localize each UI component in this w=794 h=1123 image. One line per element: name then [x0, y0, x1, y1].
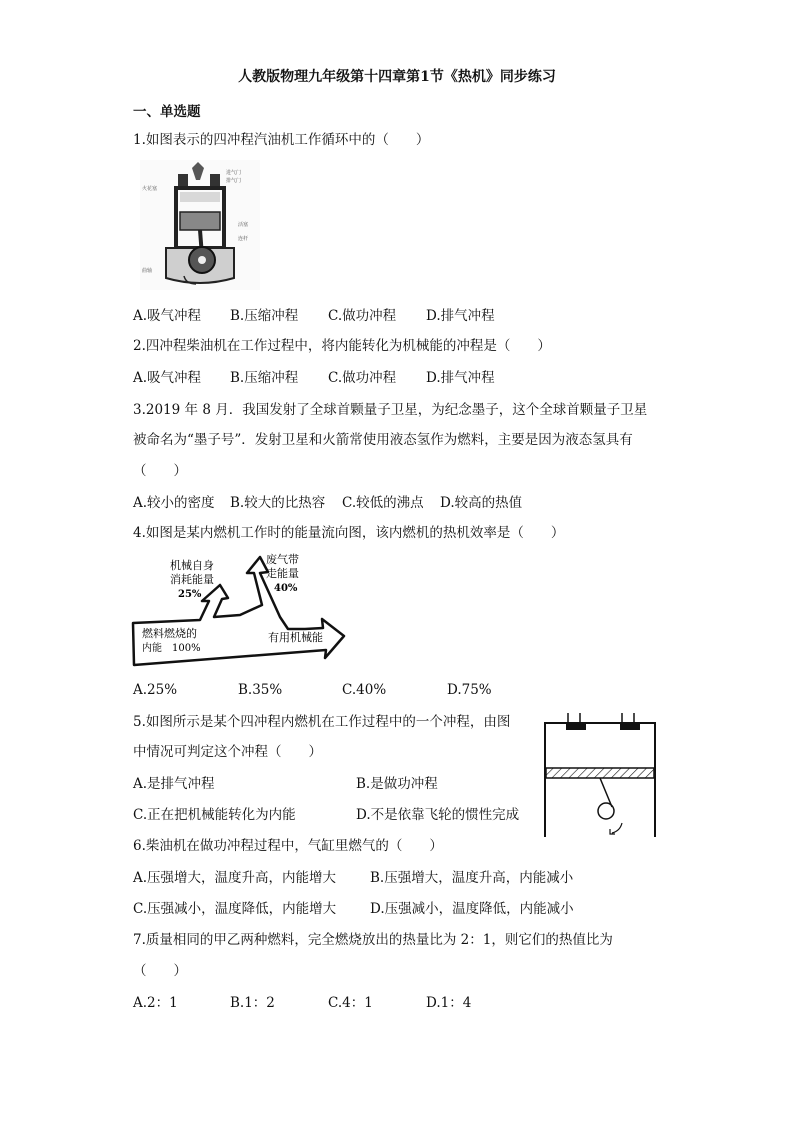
engine-label: 火花塞 — [142, 186, 158, 192]
q5-option-b: B.是做功冲程 — [356, 776, 438, 792]
q4-energy-flow-diagram — [130, 553, 350, 673]
q7-option-c: C.4：1 — [328, 995, 373, 1011]
q6-option-d: D.压强减小，温度降低，内能减小 — [370, 901, 574, 917]
q5-option-d: D.不是依靠飞轮的惯性完成 — [356, 807, 520, 823]
diagram-exhaust-line1: 废气带 — [266, 553, 299, 566]
q7-option-d: D.1：4 — [426, 995, 472, 1011]
q6-option-b: B.压强增大，温度升高，内能减小 — [370, 870, 574, 886]
diagram-useful: 有用机械能 — [268, 631, 323, 644]
q6-option-a: A.压强增大，温度升高，内能增大 — [133, 870, 337, 886]
q3-option-a: A.较小的密度 — [133, 495, 215, 511]
q5-stem-line1: 5.如图所示是某个四冲程内燃机在工作过程中的一个冲程，由图 — [133, 714, 511, 730]
q5-cylinder-figure — [540, 713, 660, 839]
q5-option-c: C.正在把机械能转化为内能 — [133, 807, 296, 823]
q7-option-b: B.1：2 — [230, 995, 275, 1011]
q5-stem-line2: 中情况可判定这个冲程（ ） — [133, 744, 322, 760]
q5-option-a: A.是排气冲程 — [133, 776, 215, 792]
section-heading: 一、单选题 — [133, 104, 201, 120]
q3-option-b: B.较大的比热容 — [230, 495, 326, 511]
diagram-exhaust-line2: 走能量 — [266, 567, 299, 580]
engine-label: 进气门 — [226, 170, 242, 176]
diagram-fuel-line2: 内能 100% — [142, 643, 201, 654]
q4-option-c: C.40% — [342, 682, 387, 698]
q2-option-d: D.排气冲程 — [426, 370, 495, 386]
q4-option-b: B.35% — [238, 682, 283, 698]
engine-label: 连杆 — [238, 236, 249, 242]
q2-option-a: A.吸气冲程 — [133, 370, 202, 386]
q3-option-d: D.较高的热值 — [440, 495, 523, 511]
q6-option-c: C.压强减小，温度降低，内能增大 — [133, 901, 337, 917]
q4-option-a: A.25% — [133, 682, 178, 698]
q1-option-c: C.做功冲程 — [328, 308, 397, 324]
q2-option-c: C.做功冲程 — [328, 370, 397, 386]
q1-engine-figure — [140, 160, 260, 290]
q1-option-b: B.压缩冲程 — [230, 308, 299, 324]
q7-stem-line2: （ ） — [133, 963, 187, 979]
q1-stem: 1.如图表示的四冲程汽油机工作循环中的（ ） — [133, 132, 430, 148]
diagram-exhaust-pct: 40% — [274, 583, 298, 594]
q2-option-b: B.压缩冲程 — [230, 370, 299, 386]
q1-option-a: A.吸气冲程 — [133, 308, 202, 324]
page-title: 人教版物理九年级第十四章第1节《热机》同步练习 — [238, 69, 556, 85]
q2-stem: 2.四冲程柴油机在工作过程中，将内能转化为机械能的冲程是（ ） — [133, 338, 551, 354]
q3-stem-line1: 3.2019 年 8 月．我国发射了全球首颗量子卫星，为纪念墨子，这个全球首颗量子卫星 — [133, 402, 648, 418]
q7-stem-line1: 7.质量相同的甲乙两种燃料，完全燃烧放出的热量比为 2：1，则它们的热值比为 — [133, 932, 613, 948]
diagram-mech-loss-line1: 机械自身 — [170, 559, 214, 572]
diagram-fuel-line1: 燃料燃烧的 — [142, 627, 197, 640]
q1-option-d: D.排气冲程 — [426, 308, 495, 324]
diagram-mech-loss-line2: 消耗能量 — [170, 573, 214, 586]
q4-stem: 4.如图是某内燃机工作时的能量流向图，该内燃机的热机效率是（ ） — [133, 525, 565, 541]
q7-option-a: A.2：1 — [133, 995, 178, 1011]
q3-stem-line3: （ ） — [133, 463, 187, 479]
q3-stem-line2: 被命名为“墨子号”．发射卫星和火箭常使用液态氢作为燃料，主要是因为液态氢具有 — [133, 432, 633, 448]
q3-option-c: C.较低的沸点 — [342, 495, 424, 511]
q6-stem: 6.柴油机在做功冲程过程中，气缸里燃气的（ ） — [133, 838, 443, 854]
engine-label: 排气门 — [226, 178, 242, 184]
diagram-mech-loss-pct: 25% — [178, 589, 202, 600]
engine-label: 活塞 — [238, 222, 249, 228]
engine-label: 曲轴 — [142, 268, 153, 274]
q4-option-d: D.75% — [447, 682, 492, 698]
